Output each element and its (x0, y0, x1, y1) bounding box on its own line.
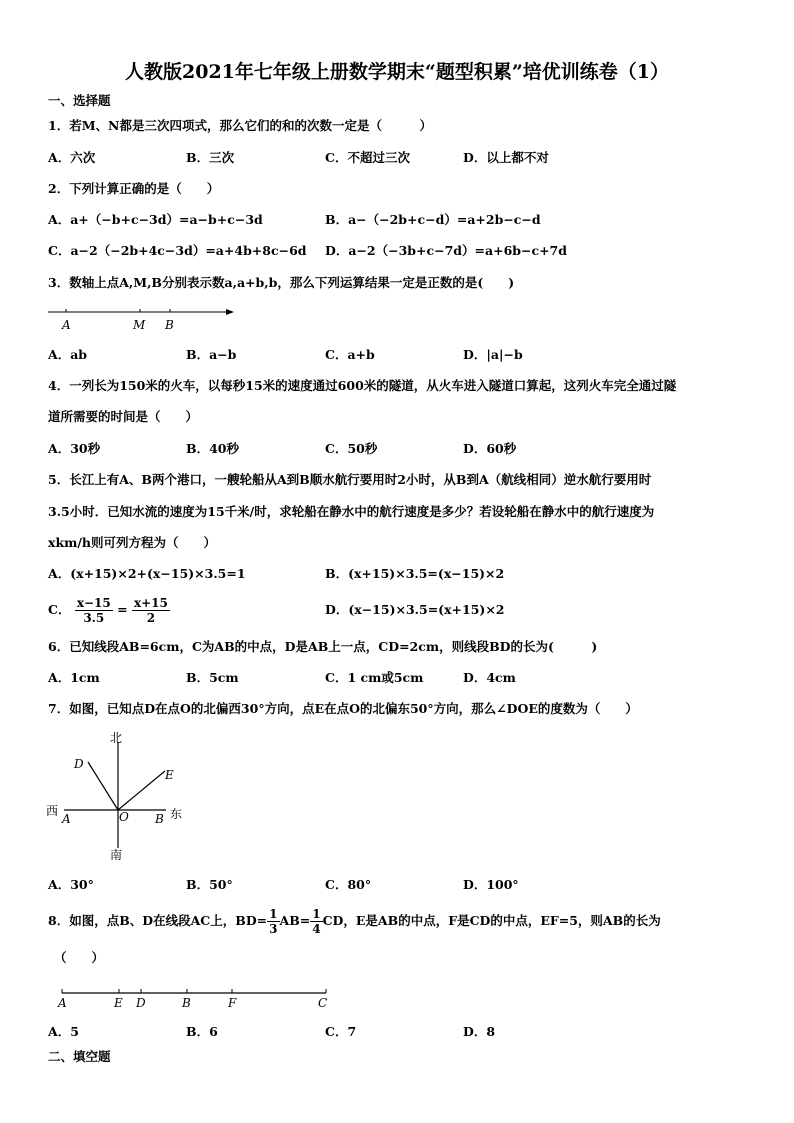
q8-label-c: C (318, 996, 328, 1010)
q8-option-d: D．8 (463, 1024, 496, 1039)
q7-label-e: E (165, 768, 174, 782)
question-4-stem-line2: 道所需要的时间是（ ） (48, 409, 199, 424)
q7-option-b: B．50° (186, 877, 233, 892)
q8-f2-numerator: 1 (312, 907, 321, 921)
q3-option-c: C．a+b (325, 347, 375, 362)
question-5-stem-line3: xkm/h则可列方程为（ ） (48, 535, 216, 550)
q2-option-b: B．a−（−2b+c−d）=a+2b−c−d (325, 212, 541, 227)
q8-stem-post: CD，E是AB的中点，F是CD的中点，EF=5，则AB的长为 (322, 913, 661, 928)
q7-label-east: 东 (170, 807, 183, 821)
q3-option-a: A．ab (48, 347, 88, 362)
q3-label-a: A (62, 318, 71, 332)
q5-option-d: D．(x−15)×3.5=(x+15)×2 (325, 602, 505, 617)
q5-option-c-right-fraction (132, 596, 170, 625)
q1-option-d: D．以上都不对 (463, 150, 549, 165)
question-5-stem-line1: 5．长江上有A、B两个港口，一艘轮船从A到B顺水航行要用时2小时，从B到A（航线相同）逆水航行要用时 (48, 472, 652, 487)
q5-option-b: B．(x+15)×3.5=(x−15)×2 (325, 566, 505, 581)
q7-label-west: 西 (46, 804, 59, 818)
q3-option-b: B．a−b (186, 347, 237, 362)
q8-label-d: D (136, 996, 146, 1010)
q4-option-d: D．60秒 (463, 441, 517, 456)
q8-option-a: A．5 (48, 1024, 79, 1039)
q8-f2-denominator: 4 (312, 922, 321, 936)
q4-option-c: C．50秒 (325, 441, 378, 456)
q5-c-left-denominator: 3.5 (83, 611, 105, 625)
q6-option-b: B．5cm (186, 670, 239, 685)
q8-option-b: B．6 (186, 1024, 218, 1039)
q3-option-d: D．|a|−b (463, 347, 523, 362)
q7-option-d: D．100° (463, 877, 519, 892)
q7-option-a: A．30° (48, 877, 94, 892)
q5-option-c-equals: = (117, 602, 128, 617)
q7-label-b: B (155, 812, 164, 826)
q7-label-north: 北 (110, 731, 123, 745)
q8-label-b: B (182, 996, 191, 1010)
question-8-stem-line2: （ ） (54, 950, 105, 965)
q5-c-right-numerator: x+15 (133, 596, 168, 610)
q1-option-a: A．六次 (48, 150, 96, 165)
q7-label-o: O (119, 810, 129, 824)
question-5-stem-line2: 3.5小时．已知水流的速度为15千米/时，求轮船在静水中的航行速度是多少？若设轮船在静水中的航行速度为 (48, 504, 655, 519)
question-3-stem: 3．数轴上点A,M,B分别表示数a,a+b,b，那么下列运算结果一定是正数的是( ) (48, 275, 515, 290)
q8-label-e: E (114, 996, 123, 1010)
q7-option-c: C．80° (325, 877, 372, 892)
q3-number-line (48, 303, 248, 333)
q8-fraction-one-quarter (310, 907, 322, 936)
q7-label-a: A (62, 812, 71, 826)
q8-f1-denominator: 3 (269, 922, 278, 936)
q1-option-b: B．三次 (186, 150, 235, 165)
q3-label-b: B (165, 318, 174, 332)
q8-stem-pre: 8．如图，点B、D在线段AC上，BD= (48, 913, 268, 928)
q8-option-c: C．7 (325, 1024, 357, 1039)
q8-stem-mid: AB= (279, 913, 311, 928)
q8-fraction-one-third (267, 907, 279, 936)
q4-option-b: B．40秒 (186, 441, 239, 456)
question-4-stem-line1: 4．一列长为150米的火车，以每秒15米的速度通过600米的隧道，从火车进入隧道口算起，这列火车完全通过隧 (48, 378, 677, 393)
question-6-stem: 6．已知线段AB=6cm，C为AB的中点，D是AB上一点，CD=2cm，则线段BD的长为( ) (48, 639, 598, 654)
q2-option-a: A．a+（−b+c−3d）=a−b+c−3d (48, 212, 263, 227)
page-title: 人教版2021年七年级上册数学期末“题型积累”培优训练卷（1） (125, 61, 669, 83)
q8-f1-numerator: 1 (269, 907, 278, 921)
q6-option-a: A．1cm (48, 670, 100, 685)
q5-option-c (48, 595, 170, 625)
section-heading-choice: 一、选择题 (48, 93, 111, 108)
question-1-stem: 1．若M、N都是三次四项式，那么它们的和的次数一定是（ ） (48, 118, 432, 133)
q1-option-c: C．不超过三次 (325, 150, 410, 165)
q7-direction-diagram (44, 728, 204, 868)
q5-c-right-denominator: 2 (146, 611, 156, 625)
question-2-stem: 2．下列计算正确的是（ ） (48, 181, 220, 196)
q2-option-d: D．a−2（−3b+c−7d）=a+6b−c+7d (325, 243, 567, 258)
q8-label-f: F (228, 996, 237, 1010)
question-7-stem: 7．如图，已知点D在点O的北偏西30°方向，点E在点O的北偏东50°方向，那么∠DOE的度数为（ ） (48, 701, 638, 716)
q8-segment-diagram (50, 985, 340, 1013)
q2-option-c: C．a−2（−2b+4c−3d）=a+4b+8c−6d (48, 243, 307, 258)
q5-c-left-numerator: x−15 (76, 596, 111, 610)
q6-option-c: C．1 cm或5cm (325, 670, 424, 685)
q5-option-c-label: C． (48, 602, 71, 617)
q7-label-d: D (74, 757, 84, 771)
q4-option-a: A．30秒 (48, 441, 101, 456)
q6-option-d: D．4cm (463, 670, 516, 685)
q3-label-m: M (133, 318, 146, 332)
q5-option-c-left-fraction (75, 596, 113, 625)
section-heading-fill-in: 二、填空题 (48, 1049, 111, 1064)
q7-label-south: 南 (110, 848, 123, 862)
q8-label-a: A (58, 996, 67, 1010)
question-8-stem (48, 905, 661, 937)
q5-option-a: A．(x+15)×2+(x−15)×3.5=1 (48, 566, 246, 581)
